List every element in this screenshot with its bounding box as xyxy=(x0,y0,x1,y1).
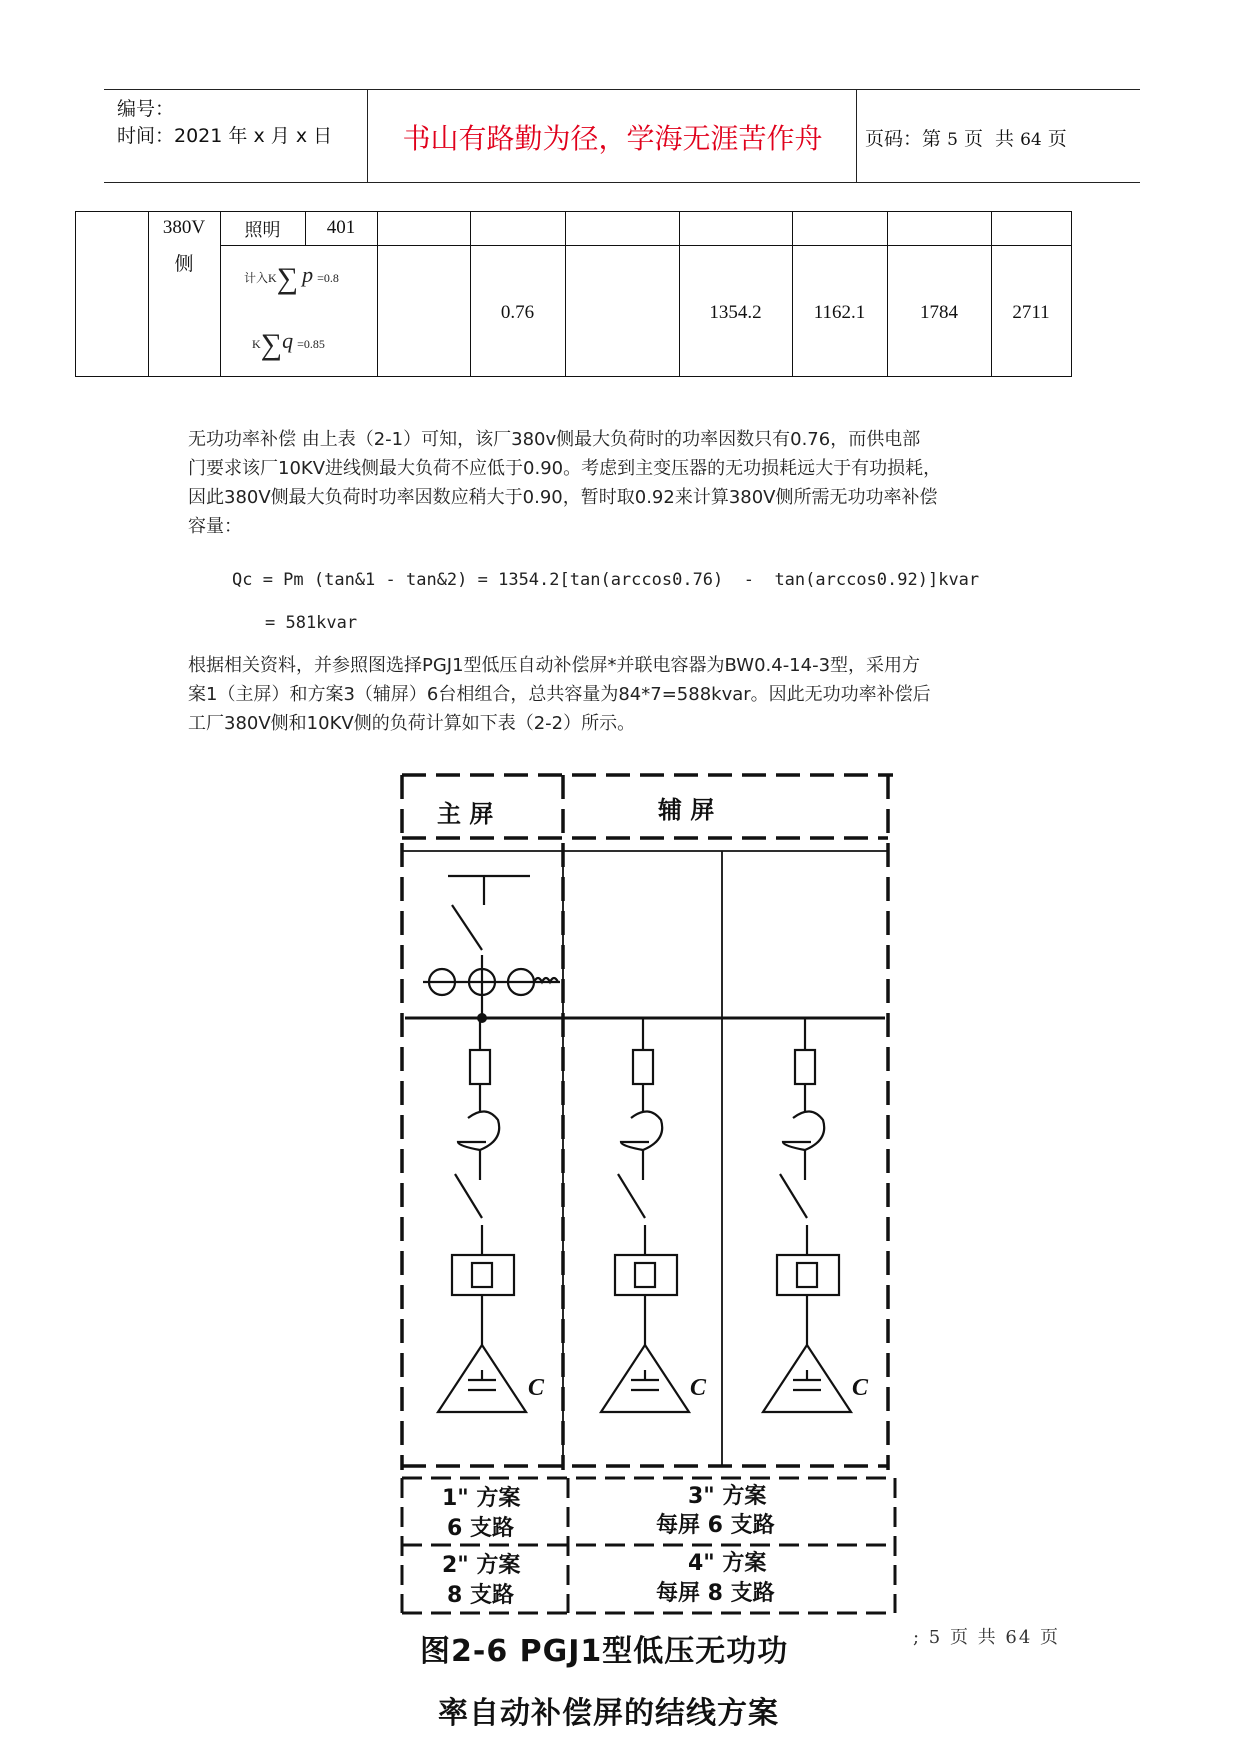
cell-q30: 1162.1 xyxy=(813,302,866,323)
table-rule xyxy=(991,211,992,377)
scheme2-title: 2" 方案 xyxy=(442,1553,521,1578)
table-rule xyxy=(75,211,1071,212)
header-divider-left xyxy=(367,89,368,182)
text-line: 因此380V侧最大负荷时功率因数应稍大于0.90，暂时取0.92来计算380V侧所需无功功率补偿 xyxy=(188,487,938,508)
footer-page-number: ; 5 页 共 64 页 xyxy=(913,1627,1061,1648)
cell-power-factor: 0.76 xyxy=(500,302,535,323)
table-rule xyxy=(377,211,378,377)
cell-i30: 2711 xyxy=(1012,302,1050,323)
wiring-diagram xyxy=(380,760,900,1630)
formula-kp xyxy=(244,262,339,296)
scheme4-title: 4" 方案 xyxy=(688,1551,767,1576)
table-rule xyxy=(220,245,1071,246)
serial-label: 编号： xyxy=(117,98,175,120)
page-unit: 页 xyxy=(963,128,983,150)
formula-kp-suffix: =0.8 xyxy=(317,271,339,285)
text-line: 无功功率补偿 由上表（2-1）可知，该厂380v侧最大负荷时的功率因数只有0.76，而供电部 xyxy=(188,429,921,450)
cell-side: 380V xyxy=(162,217,206,238)
formula-kq-prefix: K xyxy=(252,337,261,351)
scheme2-branches: 8 支路 xyxy=(447,1583,514,1608)
date-month-var: x xyxy=(253,125,265,147)
paragraph-compensation xyxy=(188,425,1058,541)
formula-kp-prefix: 计入K xyxy=(244,271,277,285)
formula-kp-var: p xyxy=(302,262,314,287)
total-label: 共 xyxy=(995,128,1015,150)
date-day-var: x xyxy=(295,125,308,147)
header-divider-right xyxy=(856,89,857,182)
figure-caption-line1: 图2-6 PGJ1型低压无功功 xyxy=(420,1634,789,1669)
aux-screen-label: 辅 屏 xyxy=(658,796,715,824)
table-rule xyxy=(75,211,76,377)
date-day-unit: 日 xyxy=(313,125,333,147)
scheme3-branches: 每屏 6 支路 xyxy=(656,1513,775,1538)
scheme4-branches: 每屏 8 支路 xyxy=(656,1581,775,1606)
header-bottom-rule xyxy=(104,182,1140,183)
bus-junction xyxy=(477,1013,487,1023)
formula-kq xyxy=(252,328,325,362)
table-rule xyxy=(1071,211,1072,377)
cell-side-2: 侧 xyxy=(174,254,194,275)
total-pages: 64 xyxy=(1020,130,1042,150)
sigma-symbol: ∑ xyxy=(260,328,283,361)
date-month-unit: 月 xyxy=(270,125,290,147)
paragraph-selection xyxy=(188,651,1058,738)
table-rule xyxy=(792,211,793,377)
capacitor-label: C xyxy=(528,1375,545,1401)
figure-caption-line2: 率自动补偿屏的结线方案 xyxy=(438,1696,779,1731)
total-unit: 页 xyxy=(1047,128,1067,150)
table-rule xyxy=(470,211,471,377)
header-motto: 书山有路勤为径，学海无涯苦作舟 xyxy=(402,122,823,155)
sigma-symbol: ∑ xyxy=(276,262,299,295)
table-rule xyxy=(565,211,566,377)
formula-kq-var: q xyxy=(282,328,294,353)
scheme3-title: 3" 方案 xyxy=(688,1484,767,1509)
table-rule xyxy=(679,211,680,377)
text-line: 容量： xyxy=(188,516,242,537)
cell-value: 401 xyxy=(326,217,356,238)
text-line: 门要求该厂10KV进线侧最大负荷不应低于0.90。考虑到主变压器的无功损耗远大于有功损耗， xyxy=(188,458,942,479)
equation-qc: Qc = Pm (tan&1 - tan&2) = 1354.2[tan(arccos0.76) - tan(arccos0.92)]kvar xyxy=(232,570,980,590)
cell-s30: 1784 xyxy=(920,302,958,323)
main-screen-label: 主 屏 xyxy=(437,800,494,828)
capacitor-label: C xyxy=(690,1375,707,1401)
table-rule xyxy=(887,211,888,377)
page-number: 5 xyxy=(947,130,958,150)
text-line: 案1（主屏）和方案3（辅屏）6台相组合，总共容量为84*7=588kvar。因此无功功率补偿后 xyxy=(188,684,931,705)
table-rule xyxy=(75,376,1071,377)
header-top-rule xyxy=(104,89,1140,90)
text-line: 根据相关资料，并参照图选择PGJ1型低压自动补偿屏*并联电容器为BW0.4-14-3型，采用方 xyxy=(188,655,921,676)
page-label: 页码：第 xyxy=(865,128,942,150)
header-page-info xyxy=(865,124,1067,151)
date-year-unit: 年 xyxy=(228,125,248,147)
capacitor-label: C xyxy=(852,1375,869,1401)
date-prefix: 时间：2021 xyxy=(117,125,223,147)
equation-result: = 581kvar xyxy=(265,613,358,633)
scheme1-title: 1" 方案 xyxy=(442,1486,521,1511)
scheme1-branches: 6 支路 xyxy=(447,1516,514,1541)
cell-category: 照明 xyxy=(244,220,281,241)
cell-p30: 1354.2 xyxy=(709,302,762,323)
formula-kq-suffix: =0.85 xyxy=(297,337,325,351)
text-line: 工厂380V侧和10KV侧的负荷计算如下表（2-2）所示。 xyxy=(188,713,636,734)
date-line xyxy=(117,121,332,148)
